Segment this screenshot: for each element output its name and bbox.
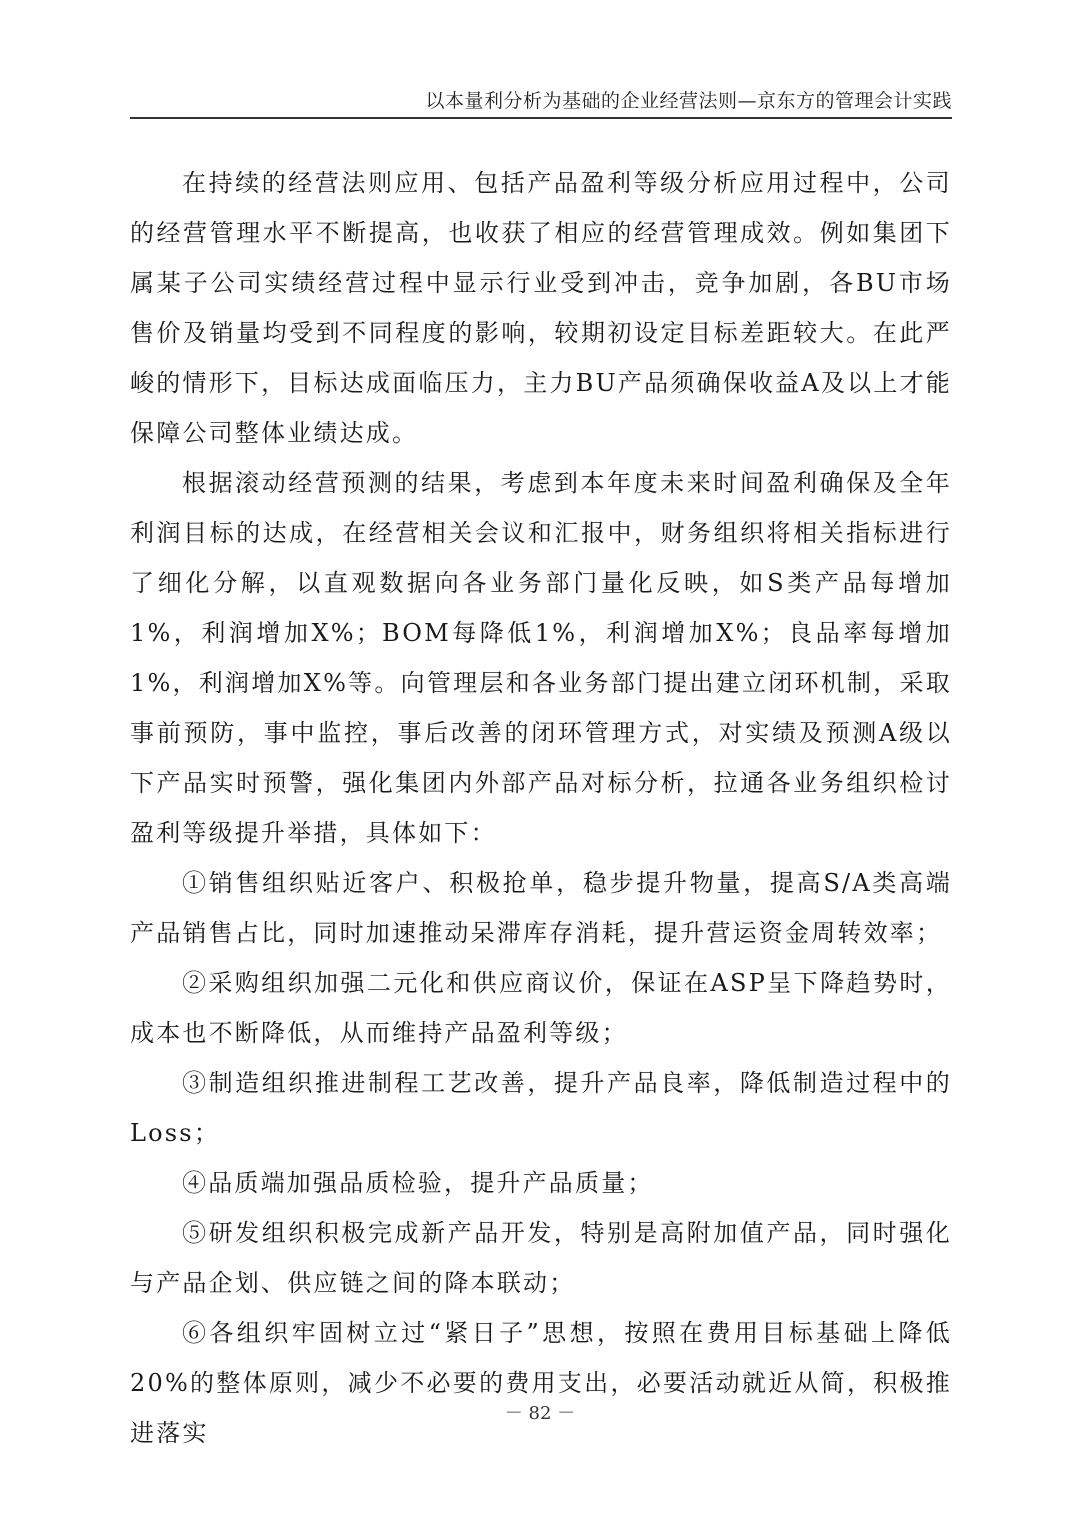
list-item-sales: ①销售组织贴近客户、积极抢单，稳步提升物量，提高S/A类高端产品销售占比，同时加速推动呆滞库存消耗，提升营运资金周转效率； bbox=[130, 869, 952, 947]
paragraph-rolling-forecast: 根据滚动经营预测的结果，考虑到本年度未来时间盈利确保及全年利润目标的达成，在经营相关会议和汇报中，财务组织将相关指标进行了细化分解，以直观数据向各业务部门量化反映，如S类产品每增加1%，利润增加X%；BOM每降低1%，利润增加X%；良品率每增加1%，利润增加X%等。向管理层和各业务部门提出建立闭环机制，采取事前预防，事中监控，事后改善的闭环管理方式，对实绩及预测A级以下产品实时预警，强化集团内外部产品对标分析，拉通各业务组织检讨盈利等级提升举措，具体如下： bbox=[130, 469, 952, 847]
body-text bbox=[130, 158, 952, 1458]
page-number: － 82 － bbox=[504, 1403, 576, 1424]
list-item-quality: ④品质端加强品质检验，提升产品质量； bbox=[182, 1169, 654, 1197]
paragraph-results-intro: 在持续的经营法则应用、包括产品盈利等级分析应用过程中，公司的经营管理水平不断提高，也收获了相应的经营管理成效。例如集团下属某子公司实绩经营过程中显示行业受到冲击，竞争加剧，各BU市场售价及销量均受到不同程度的影响，较期初设定目标差距较大。在此严峻的情形下，目标达成面临压力，主力BU产品须确保收益A及以上才能保障公司整体业绩达成。 bbox=[130, 169, 952, 447]
header-divider bbox=[130, 117, 952, 119]
list-item-cost-control: ⑥各组织牢固树立过“紧日子”思想，按照在费用目标基础上降低20%的整体原则，减少不必要的费用支出，必要活动就近从简，积极推进落实 bbox=[130, 1319, 952, 1447]
list-item-rnd: ⑤研发组织积极完成新产品开发，特别是高附加值产品，同时强化与产品企划、供应链之间的降本联动； bbox=[130, 1219, 952, 1297]
list-item-manufacturing: ③制造组织推进制程工艺改善，提升产品良率，降低制造过程中的Loss； bbox=[130, 1069, 952, 1147]
list-item-procurement: ②采购组织加强二元化和供应商议价，保证在ASP呈下降趋势时，成本也不断降低，从而维持产品盈利等级； bbox=[130, 969, 952, 1047]
running-header: 以本量利分析为基础的企业经营法则—京东方的管理会计实践 bbox=[425, 90, 952, 112]
